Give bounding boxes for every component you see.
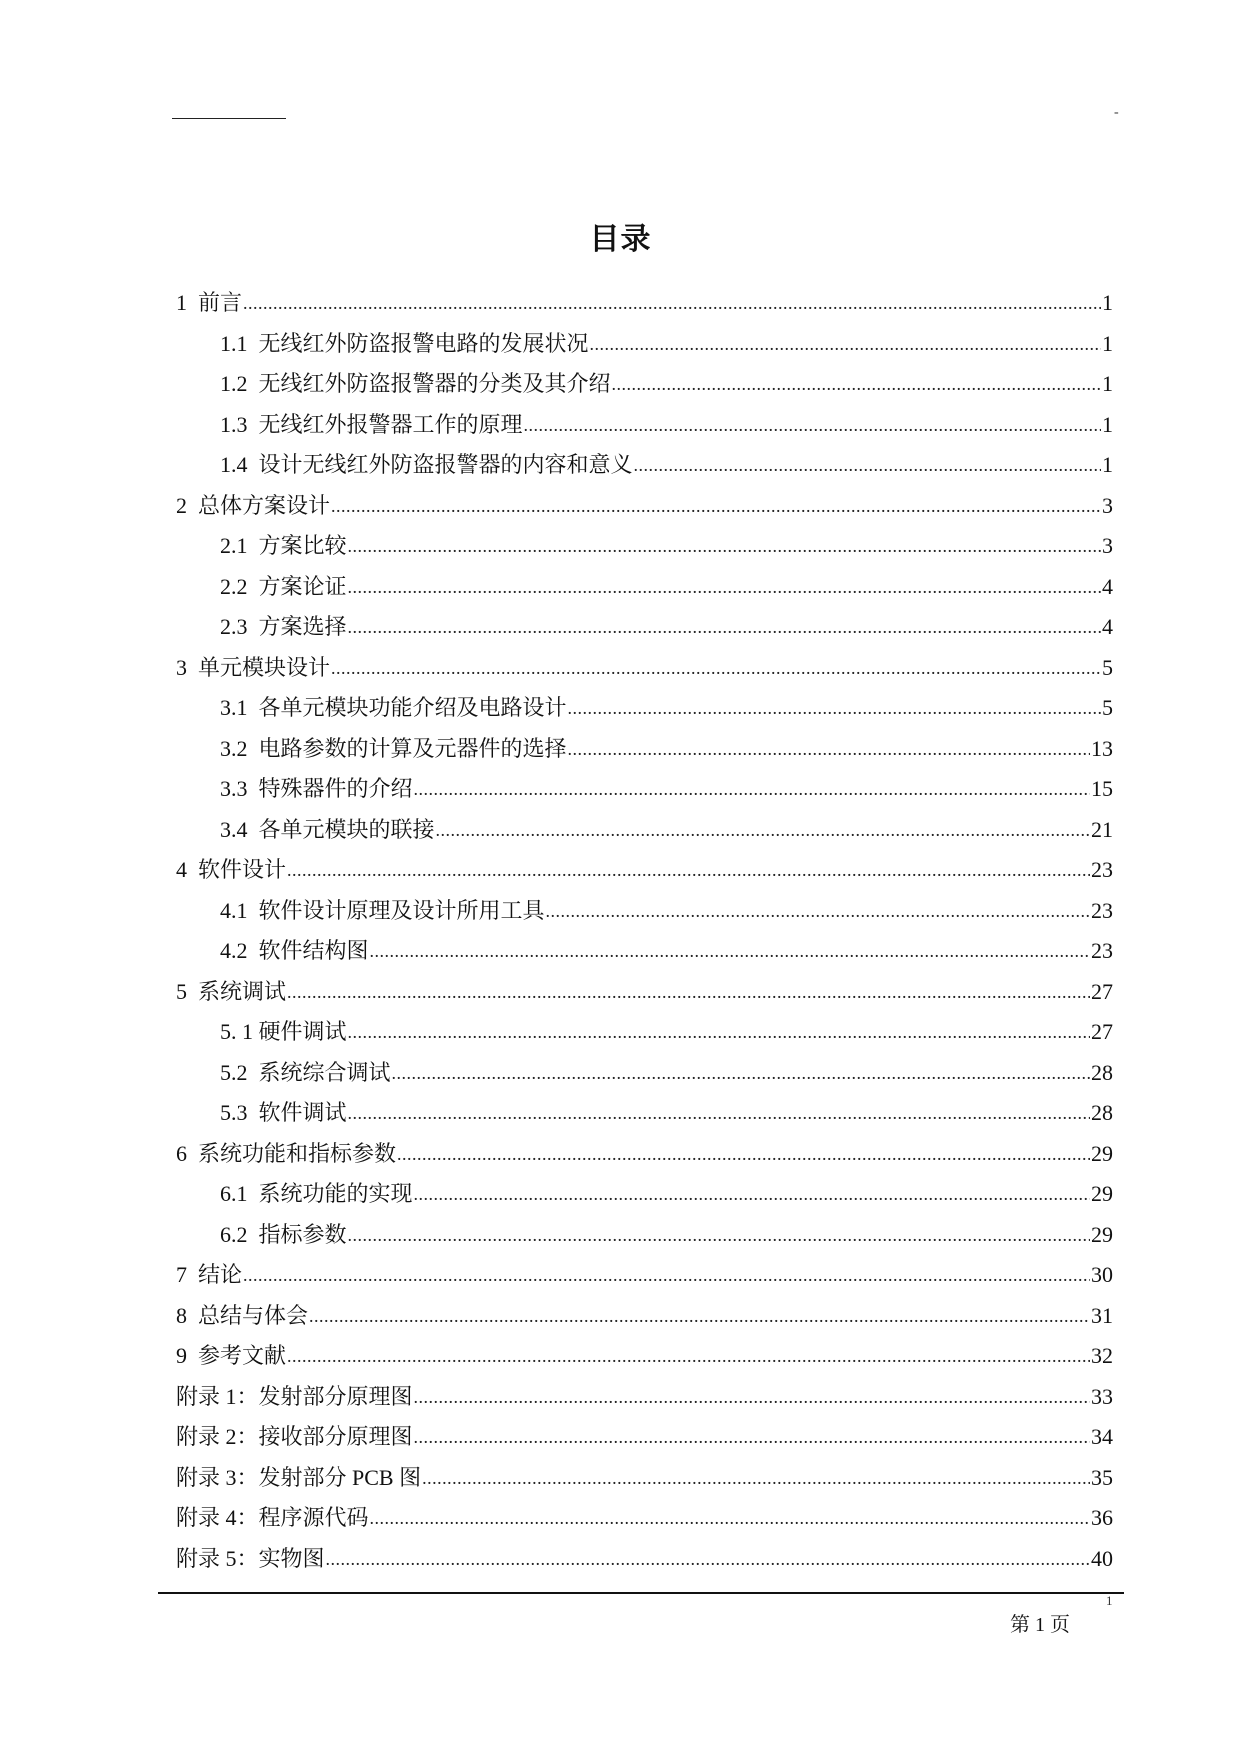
toc-entry-label: 5 系统调试 xyxy=(176,978,287,1004)
toc-leader-dots xyxy=(414,1425,1090,1449)
toc-entry[interactable] xyxy=(220,926,1113,966)
toc-entry-label: 6.1 系统功能的实现 xyxy=(220,1181,413,1206)
page-number: 第 1 页 xyxy=(1010,1614,1070,1636)
toc-entry-page: 1 xyxy=(1102,330,1113,356)
toc-entry-label: 附录 4：程序源代码 xyxy=(176,1505,369,1530)
toc-leader-dots xyxy=(612,372,1101,396)
toc-leader-dots xyxy=(309,1304,1090,1328)
toc-entry[interactable] xyxy=(220,724,1113,764)
toc-entry-label: 1.1 无线红外防盗报警电路的发展状况 xyxy=(220,330,589,356)
toc-leader-dots xyxy=(287,980,1090,1004)
toc-leader-dots xyxy=(287,1344,1090,1368)
toc-entry-page: 4 xyxy=(1102,614,1113,639)
toc-entry[interactable] xyxy=(220,562,1113,602)
toc-entry[interactable] xyxy=(220,1088,1113,1128)
toc-entry-page: 5 xyxy=(1102,695,1113,720)
toc-leader-dots xyxy=(634,453,1101,477)
toc-leader-dots xyxy=(546,899,1090,923)
toc-entry-label: 1.3 无线红外报警器工作的原理 xyxy=(220,411,523,437)
toc-entry-label: 8 总结与体会 xyxy=(176,1302,309,1328)
toc-entry-page: 27 xyxy=(1091,978,1113,1004)
toc-entry-page: 3 xyxy=(1102,492,1113,518)
toc-entry-label: 5. 1 硬件调试 xyxy=(220,1019,347,1044)
toc-entry[interactable] xyxy=(176,845,1113,885)
toc-leader-dots xyxy=(370,939,1090,963)
toc-entry-page: 15 xyxy=(1091,776,1113,801)
toc-entry-page: 1 xyxy=(1102,371,1113,396)
footer-corner-number: 1 xyxy=(1106,1593,1113,1608)
toc-leader-dots xyxy=(524,413,1101,437)
toc-entry-page: 23 xyxy=(1091,897,1113,923)
toc-entry-page: 3 xyxy=(1102,533,1113,558)
toc-leader-dots xyxy=(348,1101,1090,1125)
header-mark: - xyxy=(1114,105,1119,120)
toc-entry-label: 附录 3：发射部分 PCB 图 xyxy=(176,1464,422,1490)
toc-entry-page: 29 xyxy=(1091,1140,1113,1166)
toc-entry-page: 27 xyxy=(1091,1019,1113,1044)
toc-leader-dots xyxy=(348,534,1101,558)
footer-rule xyxy=(158,1592,1124,1594)
toc-entry-page: 23 xyxy=(1091,938,1113,963)
toc-entry-page: 13 xyxy=(1091,735,1113,761)
toc-entry[interactable] xyxy=(176,1453,1113,1493)
toc-entry-page: 21 xyxy=(1091,816,1113,842)
toc-leader-dots xyxy=(243,1263,1090,1287)
toc-entry-page: 4 xyxy=(1102,573,1113,599)
toc-leader-dots xyxy=(414,777,1090,801)
toc-entry-label: 3 单元模块设计 xyxy=(176,654,331,680)
toc-entry[interactable] xyxy=(176,1331,1113,1371)
toc-title: 目录 xyxy=(589,223,652,256)
toc-entry-label: 4 软件设计 xyxy=(176,857,287,882)
toc-entry-page: 23 xyxy=(1091,857,1113,882)
toc-entry-page: 35 xyxy=(1091,1464,1113,1490)
toc-entry-label: 附录 2：接收部分原理图 xyxy=(176,1424,413,1449)
toc-entry[interactable] xyxy=(220,319,1113,359)
toc-entry-page: 1 xyxy=(1102,452,1113,477)
toc-entry-label: 4.1 软件设计原理及设计所用工具 xyxy=(220,897,545,923)
toc-entry-label: 2.2 方案论证 xyxy=(220,573,347,599)
toc-entry[interactable] xyxy=(176,1250,1113,1290)
toc-leader-dots xyxy=(370,1506,1090,1530)
toc-entry-page: 1 xyxy=(1102,290,1113,315)
toc-entry-label: 7 结论 xyxy=(176,1262,243,1287)
toc-entry-page: 31 xyxy=(1091,1302,1113,1328)
toc-entry-page: 28 xyxy=(1091,1059,1113,1085)
toc-entry[interactable] xyxy=(176,1129,1113,1169)
toc-entry[interactable] xyxy=(220,602,1113,642)
toc-entry-label: 9 参考文献 xyxy=(176,1343,287,1368)
toc-entry[interactable] xyxy=(220,1048,1113,1088)
toc-leader-dots xyxy=(436,818,1090,842)
toc-entry-page: 28 xyxy=(1091,1100,1113,1125)
toc-entry-page: 30 xyxy=(1091,1262,1113,1287)
toc-entry-label: 6 系统功能和指标参数 xyxy=(176,1140,397,1166)
toc-leader-dots xyxy=(326,1547,1090,1571)
toc-entry-page: 32 xyxy=(1091,1343,1113,1368)
toc-entry[interactable] xyxy=(176,1534,1113,1574)
toc-leader-dots xyxy=(348,1223,1090,1247)
toc-leader-dots xyxy=(414,1182,1090,1206)
toc-entry-label: 6.2 指标参数 xyxy=(220,1221,347,1247)
toc-leader-dots xyxy=(348,575,1101,599)
toc-leader-dots xyxy=(568,737,1090,761)
toc-entry-label: 3.1 各单元模块功能介绍及电路设计 xyxy=(220,695,567,720)
toc-entry-label: 2 总体方案设计 xyxy=(176,492,331,518)
toc-entry-label: 2.1 方案比较 xyxy=(220,533,347,558)
toc-entry[interactable] xyxy=(220,400,1113,440)
toc-entry-label: 1 前言 xyxy=(176,290,243,315)
toc-entry-label: 4.2 软件结构图 xyxy=(220,938,369,963)
toc-entry-page: 40 xyxy=(1091,1545,1113,1571)
toc-entry[interactable] xyxy=(220,1007,1113,1047)
toc-entry[interactable] xyxy=(176,1412,1113,1452)
toc-leader-dots xyxy=(243,291,1101,315)
toc-entry-label: 附录 1：发射部分原理图 xyxy=(176,1383,413,1409)
toc-entry[interactable] xyxy=(220,359,1113,399)
toc-leader-dots xyxy=(348,1020,1090,1044)
toc-entry-page: 1 xyxy=(1102,411,1113,437)
toc-entry-page: 29 xyxy=(1091,1221,1113,1247)
toc-entry-page: 5 xyxy=(1102,654,1113,680)
toc-leader-dots xyxy=(392,1061,1090,1085)
toc-entry-page: 29 xyxy=(1091,1181,1113,1206)
toc-entry[interactable] xyxy=(220,805,1113,845)
toc-leader-dots xyxy=(348,615,1101,639)
toc-entry-page: 34 xyxy=(1091,1424,1113,1449)
toc-entry-label: 2.3 方案选择 xyxy=(220,614,347,639)
header-rule xyxy=(172,118,286,119)
toc-entry[interactable] xyxy=(176,1372,1113,1412)
toc-leader-dots xyxy=(414,1385,1090,1409)
toc-entry-label: 3.3 特殊器件的介绍 xyxy=(220,776,413,801)
toc-leader-dots xyxy=(422,1466,1090,1490)
toc-entry-label: 1.2 无线红外防盗报警器的分类及其介绍 xyxy=(220,371,611,396)
toc-entry[interactable] xyxy=(220,764,1113,804)
toc-entry-label: 5.3 软件调试 xyxy=(220,1100,347,1125)
toc-leader-dots xyxy=(331,494,1101,518)
toc-leader-dots xyxy=(397,1142,1090,1166)
toc-entry-label: 附录 5：实物图 xyxy=(176,1545,325,1571)
toc-entry[interactable] xyxy=(220,1169,1113,1209)
toc-leader-dots xyxy=(568,696,1101,720)
toc-entry[interactable] xyxy=(220,683,1113,723)
toc-entry[interactable] xyxy=(220,440,1113,480)
toc-entry[interactable] xyxy=(176,967,1113,1007)
toc-entry[interactable] xyxy=(220,521,1113,561)
toc-leader-dots xyxy=(287,858,1090,882)
toc-entry[interactable] xyxy=(220,1210,1113,1250)
toc-entry-page: 36 xyxy=(1091,1505,1113,1530)
toc-entry-label: 1.4 设计无线红外防盗报警器的内容和意义 xyxy=(220,452,633,477)
toc-entry-label: 3.2 电路参数的计算及元器件的选择 xyxy=(220,735,567,761)
toc-entry[interactable] xyxy=(176,278,1113,318)
toc-entry-label: 3.4 各单元模块的联接 xyxy=(220,816,435,842)
toc-entry[interactable] xyxy=(176,643,1113,683)
toc-entry[interactable] xyxy=(176,481,1113,521)
toc-entry[interactable] xyxy=(220,886,1113,926)
toc-entry[interactable] xyxy=(176,1291,1113,1331)
toc-leader-dots xyxy=(590,332,1101,356)
toc-leader-dots xyxy=(331,656,1101,680)
toc-entry-page: 33 xyxy=(1091,1383,1113,1409)
toc-entry-label: 5.2 系统综合调试 xyxy=(220,1059,391,1085)
toc-entry[interactable] xyxy=(176,1493,1113,1533)
